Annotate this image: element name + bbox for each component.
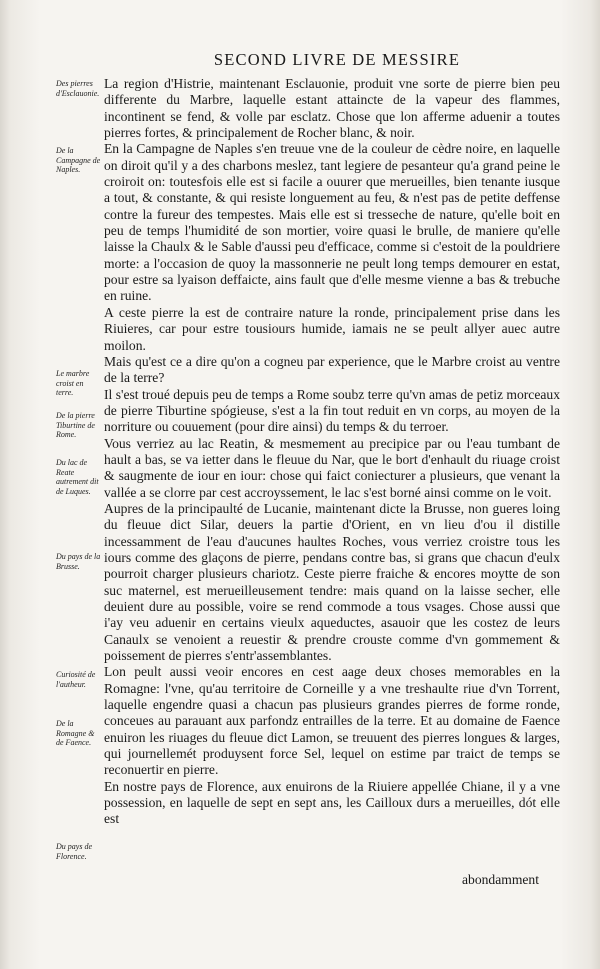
main-text-column [104,76,560,828]
margin-note: De la Romagne & de Faence. [56,719,95,747]
margin-note: Du pays de la Brusse. [56,552,101,571]
margin-note: De la pierre Tiburtine de Rome. [56,411,95,439]
paragraph: Lon peult aussi veoir encores en cest aage deux choses memorables en la Romagne: l'vne, qu'au territoire de Corneille y a vne treshaulte riue d'vn Torrent, laquelle engendre quasi a chacun pas plusieurs grandes pierres de forme ronde, conceues au parauant aux parfondz entrailles de la terre. Et au domaine de Faence enuiron les riuages du fleuue dict Lamon, se treuuent des pierres longues & larges, qui journellemét produysent force Sel, lequel on estime par traict de temps se reconuertir en pierre. [104,664,560,778]
margin-note: Curiosité de l'autheur. [56,670,96,689]
margin-note: De la Campagne de Naples. [56,146,101,174]
margin-note: Du lac de Reate autrement dit de Luques. [56,458,99,496]
catchword: abondamment [462,872,540,887]
paragraph: Aupres de la principaulté de Lucanie, maintenant dicte la Brusse, non gueres loing du fleuue dict Silar, deuers la partie d'Orient, en vn lieu d'ou il distille incessamment de l'eau d'aucunes haultes Roches, vous verriez croistre tous les iours comme des glaçons de pierre, pendans contre bas, si grans que chacun d'eulx pourroit charger plusieurs chariotz. Ceste pierre fraiche & encores moytte de son suc maternel, est merueilleusement tendre: mais quand on la laisse secher, elle deuient dure au possible, voire se rend commode a tous vsages. Chose aussi que i'ay veu aduenir en certains vieulx aqueductes, asauoir que les costez de leurs Canaulx se venoient a reuestir & prendre crouste comme d'vn gommement & poissement de pierres s'entr'assemblantes. [104,500,560,664]
paragraph: En la Campagne de Naples s'en treuue vne de la couleur de cèdre noire, en laquelle on diroit qu'il y a des charbons meslez, tant legiere de pesanteur qu'a grand peine le croiroit on: toutesfois elle est si facile a ouurer que merueilles, bien tenante iusque a tout, & constante, & qui resiste longuement au feu, & n'est pas de petite deffense contre la fureur des tempestes. Mais elle est si tresseche de nature, qu'elle boit en peu de temps l'humidité de son mortier, voire quasi le brulle, de maniere qu'elle laisse la Chaulx & le Sable d'aussi peu d'efficace, comme si c'estoit de la pouldriere morte: a l'occasion de quoy la massonnerie ne peult long temps demourer en estat, pour estre sa lyaison deffaicte, ains fault que d'elle mesme vienne a bas & trebuche en ruine. [104,141,560,304]
paragraph: Mais qu'est ce a dire qu'on a cogneu par experience, que le Marbre croist au ventre de la terre? [104,353,560,386]
paragraph: La region d'Histrie, maintenant Esclauonie, produit vne sorte de pierre bien peu differente du Marbre, laquelle estant attaincte de la vapeur des flammes, incontinent se fend, & volle par esclatz. Chose que lon afferme aduenir a toutes pierres fortes, & principalement de Rocher blanc, & noir. [104,76,560,141]
paragraph: Il s'est troué depuis peu de temps a Rome soubz terre qu'vn amas de petiz morceaux de pierre Tiburtine spógieuse, s'est a la fin tout reduit en vn corps, au moyen de la norriture ou couuement (pour dire ainsi) du temps & du terroer. [104,386,560,435]
paragraph: Vous verriez au lac Reatin, & mesmement au precipice par ou l'eau tumbant de hault a bas, se va ietter dans le fleuue du Nar, que le bort d'enhault du riuage croist & saugmente de iour en iour: chose qui faict coniecturer a plusieurs, que venant la vallée a se clorre par cest accroyssement, le lac s'est borné ainsi comme on le voit. [104,435,560,500]
margin-note: Des pierres d'Esclauonie. [56,79,100,98]
margin-note: Du pays de Florence. [56,842,92,861]
running-title: SECOND LIVRE DE MESSIRE [213,50,461,69]
margin-note: Le marbre croist en terre. [56,369,90,397]
paragraph: A ceste pierre la est de contraire nature la ronde, principalement prise dans les Riuieres, car pour estre tousiours humide, iamais ne se peult allyer auec autre moilon. [104,304,560,353]
paragraph: En nostre pays de Florence, aux enuirons de la Riuiere appellée Chiane, il y a vne possession, en laquelle de sept en sept ans, les Cailloux durs a merueilles, dót elle est [104,778,560,827]
